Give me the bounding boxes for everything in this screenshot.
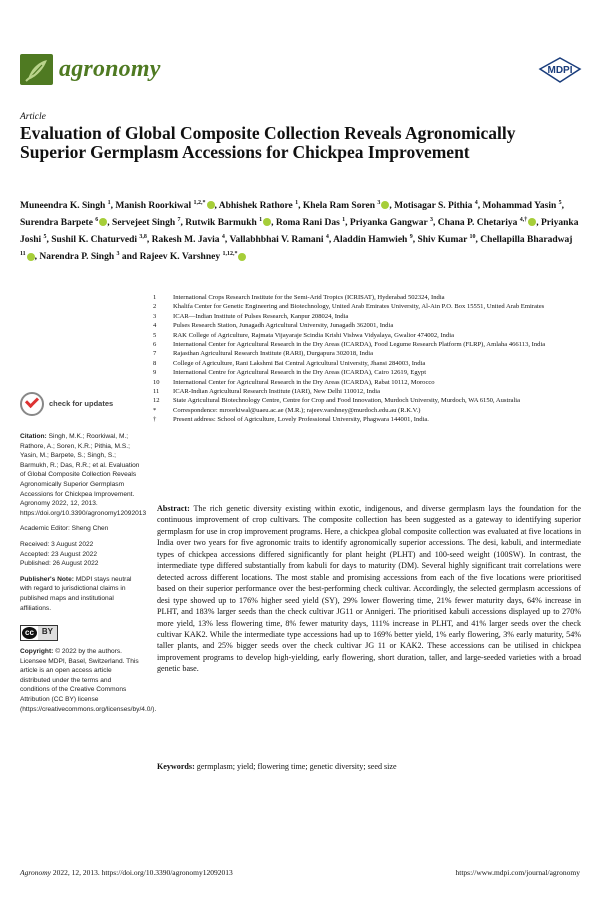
author-name: Servejeet Singh — [112, 218, 178, 229]
author-name: Aladdin Hamwieh — [333, 235, 410, 246]
affiliation-item — [153, 340, 573, 349]
published-date: Published: 26 August 2022 — [20, 560, 99, 568]
author-affiliation-sup: 4,† — [519, 217, 528, 224]
orcid-icon[interactable] — [263, 218, 271, 226]
academic-editor: Academic Editor: Sheng Chen — [20, 525, 109, 533]
check-updates-label: check for updates — [49, 399, 114, 408]
affiliation-text: Rajasthan Agricultural Research Institute (RARI), Durgapura 302018, India — [173, 350, 374, 358]
affiliation-number: 6 — [153, 341, 157, 349]
author-name: Khela Ram Soren — [302, 201, 378, 212]
author-name: Priyanka Gangwar — [349, 218, 430, 229]
author-name: Rutwik Barmukh — [185, 218, 260, 229]
footer-journal: Agronomy — [20, 868, 51, 877]
author-affiliation-sup: 1 — [259, 217, 263, 224]
footer — [20, 868, 580, 877]
keywords — [157, 761, 581, 772]
orcid-icon[interactable] — [99, 218, 107, 226]
affiliation-text: ICAR-Indian Agricultural Research Institute (IARI), New Delhi 110012, India — [173, 388, 381, 396]
affiliation-number: 12 — [153, 397, 160, 405]
check-updates-badge[interactable] — [20, 392, 140, 416]
footer-doi[interactable]: 2022, 12, 2013. https://doi.org/10.3390/agronomy12092013 — [52, 868, 233, 877]
author-list: Muneendra K. Singh $^1$, Manish Roorkiwal $^{1,2,*}$ , Abhishek Rathore $^1$, Khela Ram Soren $^3$ , Motisagar S. Pithia $^4$, Mohammad Yasin $^5$, Surendra Barpete $^6$ , Servejeet Singh $^7$, Rutwik Barmukh $^1$ , Roma Rani Das $^1$, Priyanka Gangwar $^3$, Chana P. Chetariya $^{4,\dagger}$ , Priyanka Joshi $^5$, Sushil K. Chaturvedi $^{3,8}$, Rakesh M. Javia $^4$, Vallabhbhai V. Ramani $^4$, Aladdin Hamwieh $^9$, Shiv Kumar $^{10}$, Chellapilla Bharadwaj $^{11}$ , Narendra P. Singh $^3$ and Rajeev K. Varshney $^{1,12,*}$ — [20, 200, 579, 263]
author-affiliation-sup: 5 — [43, 234, 47, 241]
author-affiliation-sup: 3 — [377, 200, 381, 206]
author-affiliation-sup: 3 — [116, 251, 120, 258]
leaf-icon — [20, 54, 53, 85]
author-name: Abhishek Rathore — [218, 201, 296, 212]
affiliation-text: International Centre for Agricultural Research in the Dry Areas (ICARDA), Cairo 12619, Egypt — [173, 369, 427, 377]
affiliation-item — [153, 415, 573, 424]
author-name: Motisagar S. Pithia — [394, 201, 475, 212]
author-name: Priyanka Joshi — [20, 218, 579, 246]
author-name: Chellapilla Bharadwaj — [480, 235, 573, 246]
author-affiliation-sup: 1,2,* — [193, 200, 206, 206]
affiliation-number: 10 — [153, 378, 160, 386]
author-affiliation-sup: 4 — [474, 200, 478, 206]
affiliation-number: 9 — [153, 369, 157, 377]
affiliations — [153, 293, 573, 425]
publisher-note-text: MDPI stays neutral with regard to jurisdictional claims in published maps and institutional affiliations. — [20, 575, 132, 612]
sidebar — [20, 392, 157, 720]
journal-logo — [20, 54, 161, 85]
affiliation-text: International Center for Agricultural Research in the Dry Areas (ICARDA), Rabat 10112, Morocco — [173, 378, 435, 386]
orcid-icon[interactable] — [27, 253, 35, 261]
copyright — [20, 647, 157, 714]
affiliation-text: RAK College of Agriculture, Rajmata Vijayaraje Scindia Krishi Vishwa Vidyalaya, Gwalior 474002, India — [173, 331, 454, 339]
author-name: Shiv Kumar — [417, 235, 470, 246]
orcid-icon[interactable] — [207, 201, 215, 209]
cc-by-badge[interactable] — [20, 625, 58, 641]
author-name: Manish Roorkiwal — [115, 201, 194, 212]
author-affiliation-sup: 10 — [469, 234, 476, 241]
affiliation-number: 3 — [153, 312, 157, 320]
affiliation-number: 7 — [153, 350, 157, 358]
affiliation-number: * — [153, 406, 157, 414]
affiliation-text: International Crops Research Institute for the Semi-Arid Tropics (ICRISAT), Hyderabad 502324, India — [173, 294, 445, 301]
author-affiliation-sup: 1 — [342, 217, 346, 224]
author-name: Roma Rani Das — [275, 218, 343, 229]
author-affiliation-sup: 4 — [221, 234, 225, 241]
author-name: Vallabhbhai V. Ramani — [229, 235, 326, 246]
affiliation-text: Present address: School of Agriculture, Lovely Professional University, Phagwara 144001, India. — [173, 416, 429, 424]
affiliation-item — [153, 378, 573, 387]
author-affiliation-sup: 7 — [177, 217, 181, 224]
citation-text[interactable]: Singh, M.K.; Roorkiwal, M.; Rathore, A.; Soren, K.R.; Pithia, M.S.; Yasin, M.; Barpete, S.; Singh, S.; Barmukh, R.; Das, R.R.; et al. Evaluation of Global Composite Collection Reveals Agronomically Superior Germplasm Accessions for Chickpea Improvement. Agronomy 2022, 12, 2013. https://doi.org/10.3390/agronomy12092013 — [20, 433, 147, 517]
author-affiliation-sup: 1,12,* — [222, 251, 238, 258]
author-name: Mohammad Yasin — [482, 201, 559, 212]
page-title: Evaluation of Global Composite Collection Reveals Agronomically Superior Germplasm Accessions for Chickpea Improvement — [20, 123, 516, 162]
abstract-label: Abstract: — [157, 504, 190, 513]
citation — [20, 432, 147, 518]
abstract-text: The rich genetic diversity existing within exotic, indigenous, and diverse germplasm lays the foundation for the continuous improvement of crop cultivars. The composite collection has been suggested as a gateway to identifying superior germplasm for use in crop improvement programs. Here, a chickpea global composite collection was evaluated at five locations in India over two years for five agronomic traits to identify agronomically superior accessions. The desi, kabuli, and intermediate types of chickpea accessions differed significantly for plant height (PLHT) and 100-seed weight (100SW). In contrast, the intermediate type differed substantially from kabuli for days to maturity (DM). Several highly significant trait correlations were detected across different locations. The most stable and promising accessions from each of the five locations were prioritised based on their superior performance over the best-performing check cultivar. Accordingly, the selected germplasm accessions of desi type showed up to 176% higher seed yield (SY), 29% lower flowering time, 21% fewer maturity days, 64% increase in PLHT, and 183% larger seeds than the check cultivar JG11 or Annigeri. The prioritised kabuli accessions displayed up to 270% more yield, 13% less flowering time, 8% fewer maturity days, 111% increase in PLHT, and 41% larger seeds over the check cultivar KAK2. While the intermediate type accessions had up to 169% better yield, 1% early flowering, 3% early maturity, 54% taller plants, and 25% bigger seeds over the check cultivar JG 11 or KAK2. These accessions can be utilised in chickpea improvement programs to develop high-yielding, early flowering, short duration, taller, and large-seeded varieties with a broad genetic base. — [157, 504, 581, 674]
author-affiliation-sup: 5 — [558, 200, 562, 206]
article-type: Article — [20, 112, 46, 122]
affiliation-number: 5 — [153, 331, 157, 339]
affiliation-item — [153, 312, 573, 321]
orcid-icon[interactable] — [528, 218, 536, 226]
affiliation-text: International Center for Agricultural Research in the Dry Areas (ICARDA), Food Legume Research Platform (FLRP), Amlaha 466113, India — [173, 341, 546, 349]
affiliation-number: 4 — [153, 322, 157, 330]
abstract — [157, 503, 581, 675]
author-name: Rakesh M. Javia — [151, 235, 222, 246]
affiliation-text: Pulses Research Station, Junagadh Agricultural University, Junagadh 362001, India — [173, 322, 394, 330]
affiliation-number: † — [153, 416, 157, 424]
author-affiliation-sup: 3 — [429, 217, 433, 224]
footer-url[interactable]: https://www.mdpi.com/journal/agronomy — [455, 868, 580, 877]
author-name: Rajeev K. Varshney — [139, 252, 223, 263]
author-affiliation-sup: 1 — [295, 200, 299, 206]
affiliation-number: 2 — [153, 303, 157, 311]
affiliation-text: ICAR—Indian Institute of Pulses Research, Kanpur 208024, India — [173, 312, 349, 320]
by-icon: BY — [38, 626, 57, 640]
cc-icon: cc — [22, 627, 37, 639]
mdpi-logo[interactable] — [538, 57, 582, 83]
affiliation-item — [153, 331, 573, 340]
author-name: Narendra P. Singh — [39, 252, 117, 263]
affiliation-item — [153, 359, 573, 368]
author-affiliation-sup: 11 — [20, 251, 26, 258]
affiliation-number: 1 — [153, 294, 157, 301]
check-updates-icon — [20, 392, 44, 416]
citation-label: Citation: — [20, 433, 47, 440]
author-affiliation-sup: 3,8 — [139, 234, 147, 241]
publisher-note-label: Publisher's Note: — [20, 575, 74, 583]
journal-name: agronomy — [59, 56, 161, 82]
affiliation-text: Khalifa Center for Genetic Engineering and Biotechnology, United Arab Emirates University, Al-Ain P.O. Box 15551, United Arab Emirates — [173, 303, 545, 311]
affiliation-text: Correspondence: mroorkiwal@uaeu.ac.ae (M.R.); rajeev.varshney@murdoch.edu.au (R.K.V.) — [173, 406, 421, 414]
orcid-icon[interactable] — [238, 253, 246, 261]
affiliation-item — [153, 293, 573, 302]
affiliation-item — [153, 387, 573, 396]
copyright-label: Copyright: — [20, 648, 54, 656]
footer-citation — [20, 868, 233, 877]
affiliation-item — [153, 396, 573, 405]
author-name: Sushil K. Chaturvedi — [51, 235, 140, 246]
author-name: Chana P. Chetariya — [437, 218, 520, 229]
mdpi-logo-text: MDPI — [547, 65, 573, 76]
author-affiliation-sup: 4 — [325, 234, 329, 241]
author-affiliation-sup: 1 — [107, 200, 111, 206]
copyright-text: © 2022 by the authors. Licensee MDPI, Basel, Switzerland. This article is an open access article distributed under the terms and conditions of the Creative Commons Attribution (CC BY) license (https://creativecommons.org/licenses/by/4.0/). — [20, 648, 157, 713]
received-date: Received: 3 August 2022 — [20, 540, 94, 548]
accepted-date: Accepted: 23 August 2022 — [20, 550, 97, 558]
affiliation-item — [153, 302, 573, 311]
affiliation-item — [153, 368, 573, 377]
publisher-note — [20, 575, 140, 613]
affiliation-text: College of Agriculture, Rani Lakshmi Bai Central Agricultural University, Jhansi 284003, India — [173, 359, 426, 367]
affiliation-text: State Agricultural Biotechnology Centre, Centre for Crop and Food Innovation, Murdoch University, Murdoch, WA 6150, Australia — [173, 397, 521, 405]
affiliation-item — [153, 349, 573, 358]
orcid-icon[interactable] — [381, 201, 389, 209]
affiliation-item — [153, 321, 573, 330]
author-name: Muneendra K. Singh — [20, 201, 108, 212]
keywords-label: Keywords: — [157, 762, 195, 771]
author-affiliation-sup: 6 — [95, 217, 99, 224]
keywords-text: germplasm; yield; flowering time; genetic diversity; seed size — [196, 762, 397, 771]
affiliation-number: 8 — [153, 359, 157, 367]
affiliation-item — [153, 406, 573, 415]
affiliation-number: 11 — [153, 388, 160, 396]
author-affiliation-sup: 9 — [409, 234, 413, 241]
author-name: Surendra Barpete — [20, 218, 96, 229]
